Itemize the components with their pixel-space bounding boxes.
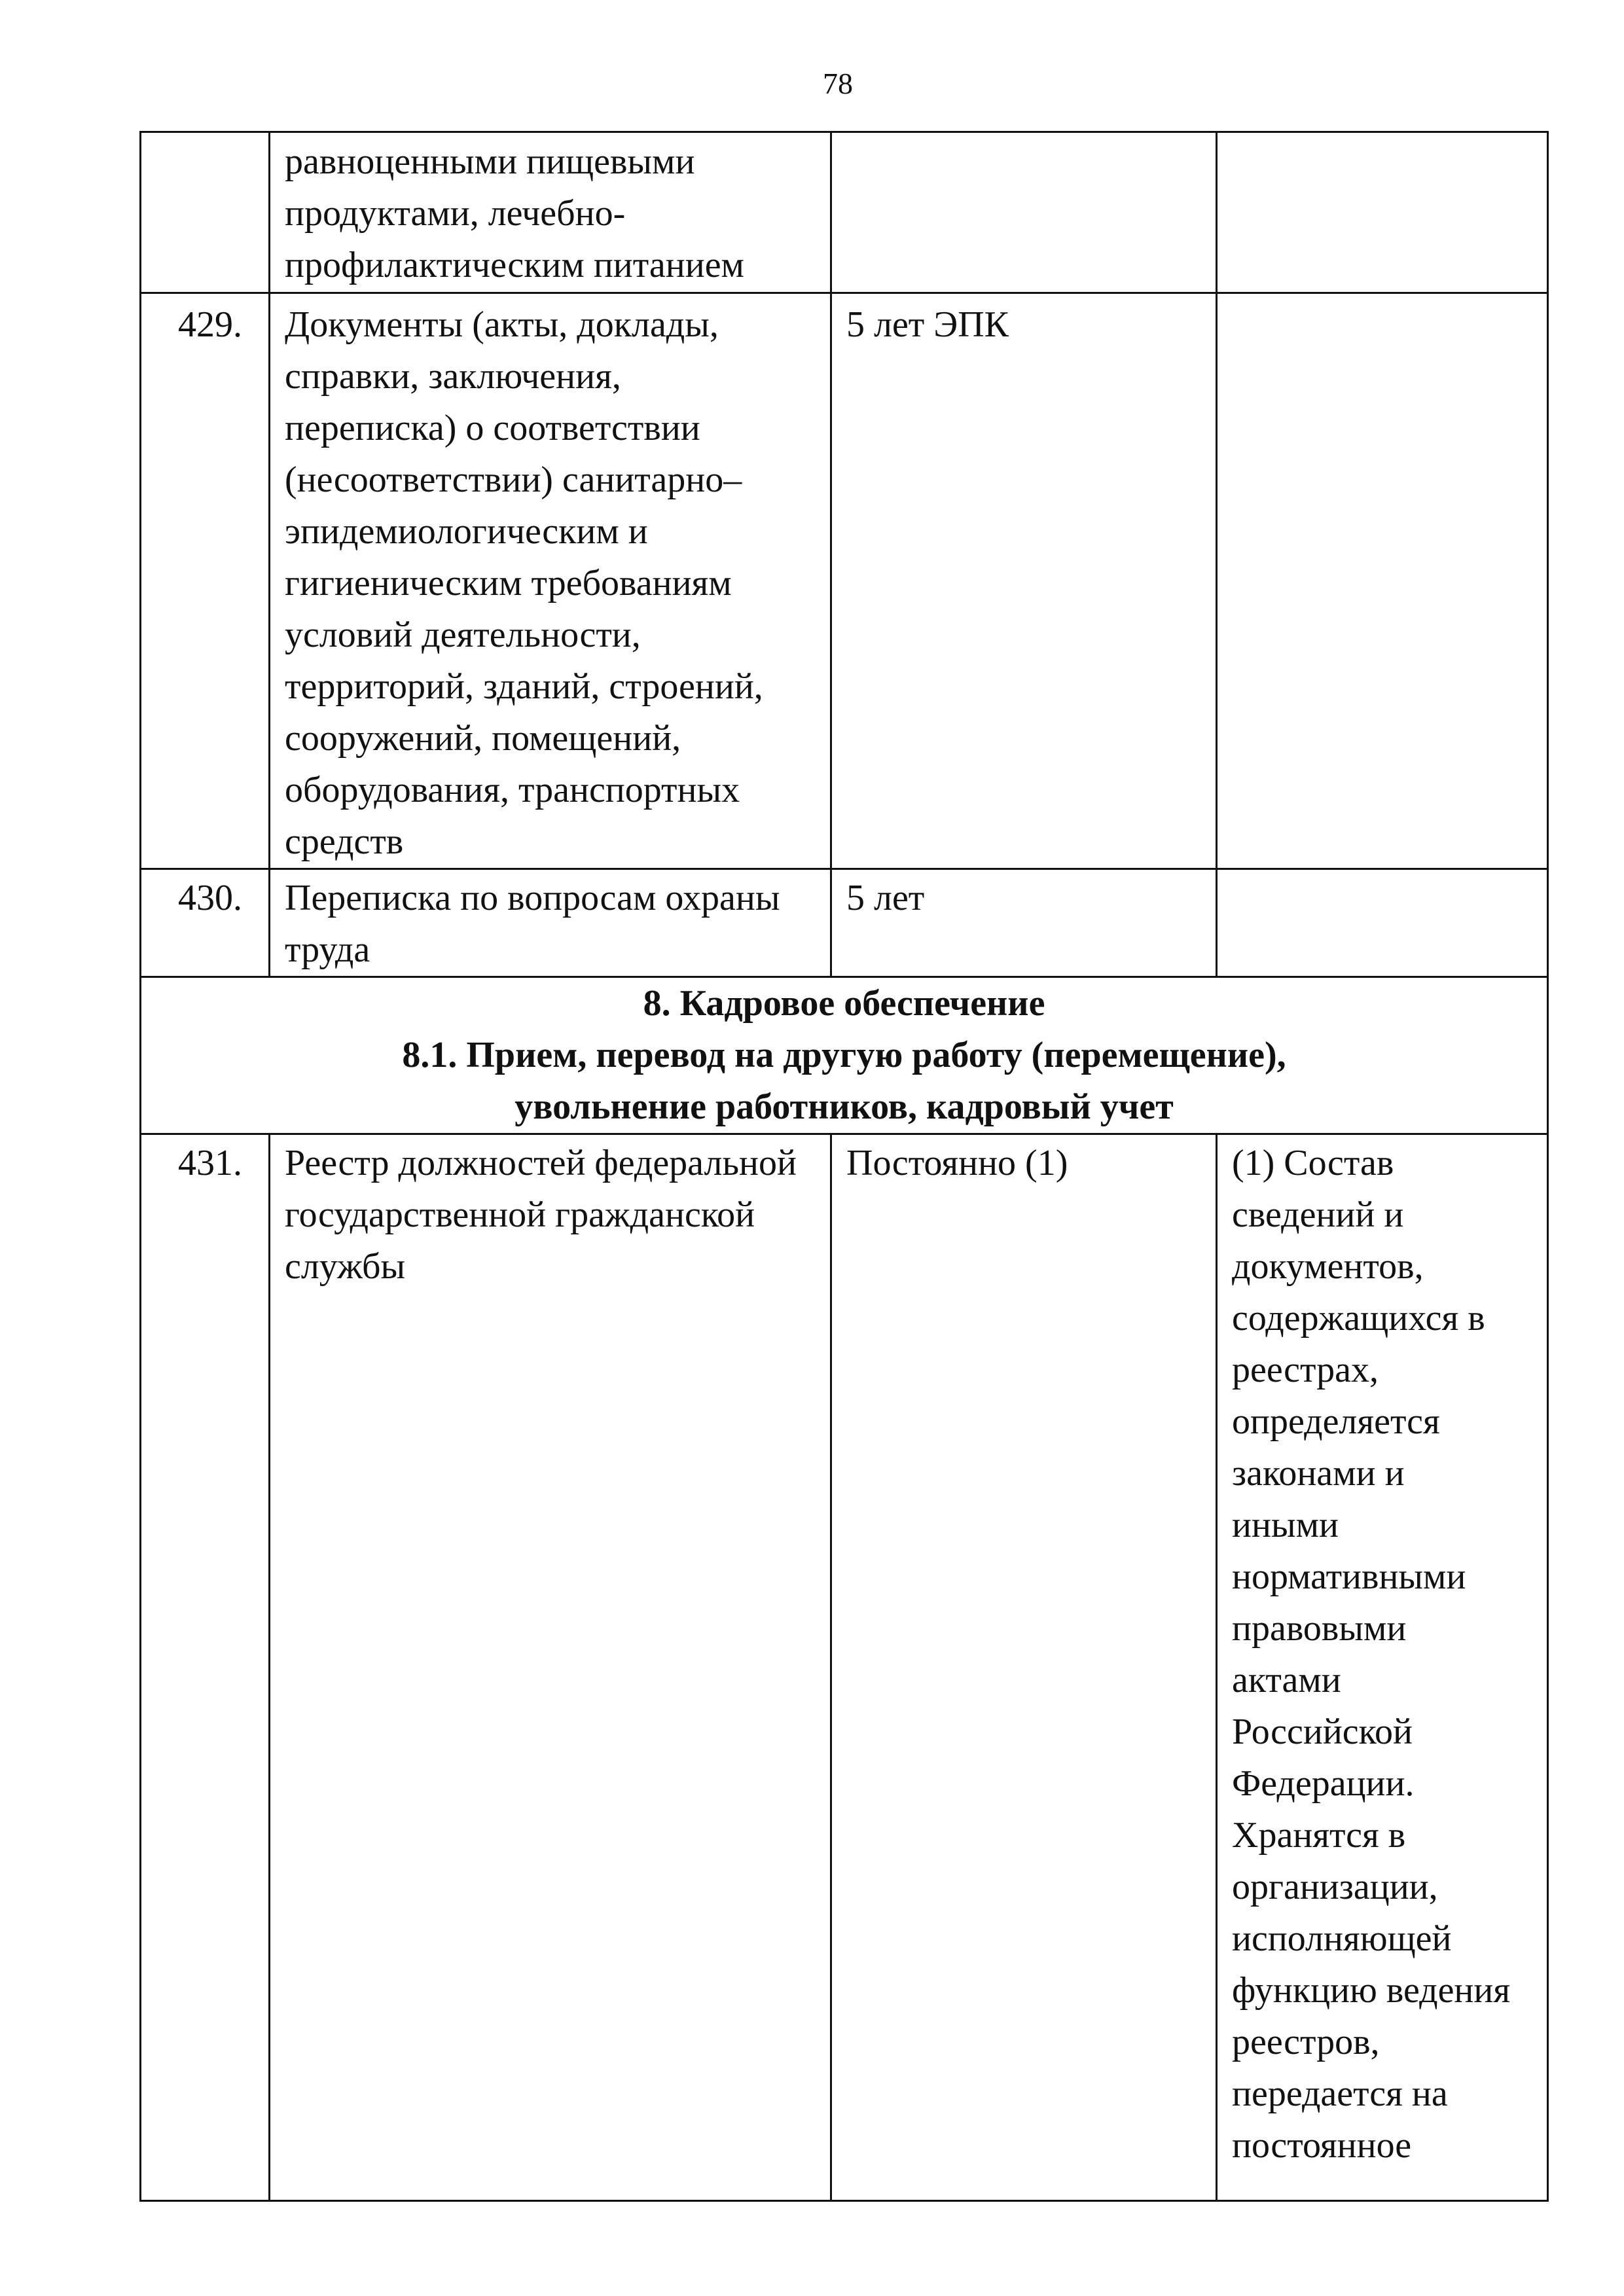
document-name: равноценными пищевыми продуктами, лечебно- профилактическим питанием	[270, 132, 831, 293]
note: (1) Состав сведений и документов, содержащихся в реестрах, определяется законами и иными нормативными правовыми актами Российской Федерации. Хранятся в организации, исполняющей функцию ведения реестров, передается на постоянное	[1217, 1134, 1548, 2201]
note	[1217, 293, 1548, 869]
document-name: Реестр должностей федеральной государственной гражданской службы	[270, 1134, 831, 2201]
note	[1217, 869, 1548, 977]
row-number	[141, 132, 270, 293]
document-name: Переписка по вопросам охраны труда	[270, 869, 831, 977]
row-number: 430.	[141, 869, 270, 977]
retention-term: Постоянно (1)	[831, 1134, 1217, 2201]
row-number: 431.	[141, 1134, 270, 2201]
retention-term	[831, 132, 1217, 293]
table-row-431	[141, 1134, 1548, 2201]
table-row-429	[141, 293, 1548, 869]
table-row-continuation	[141, 132, 1548, 293]
subsection-title-cont: увольнение работников, кадровый учет	[514, 1086, 1174, 1127]
section-heading	[141, 977, 1548, 1134]
table-row-430	[141, 869, 1548, 977]
section-heading-row	[141, 977, 1548, 1134]
retention-term: 5 лет	[831, 869, 1217, 977]
retention-term: 5 лет ЭПК	[831, 293, 1217, 869]
retention-table	[139, 131, 1549, 2202]
page-number: 78	[823, 67, 853, 100]
section-title: 8. Кадровое обеспечение	[643, 983, 1045, 1024]
subsection-title: 8.1. Прием, перевод на другую работу (перемещение),	[402, 1035, 1286, 1075]
row-number: 429.	[141, 293, 270, 869]
document-name: Документы (акты, доклады, справки, заключения, переписка) о соответствии (несоответствии) санитарно– эпидемиологическим и гигиеническим требованиям условий деятельности, территорий, зданий, строений, сооружений, помещений, оборудования, транспортных средств	[270, 293, 831, 869]
note	[1217, 132, 1548, 293]
